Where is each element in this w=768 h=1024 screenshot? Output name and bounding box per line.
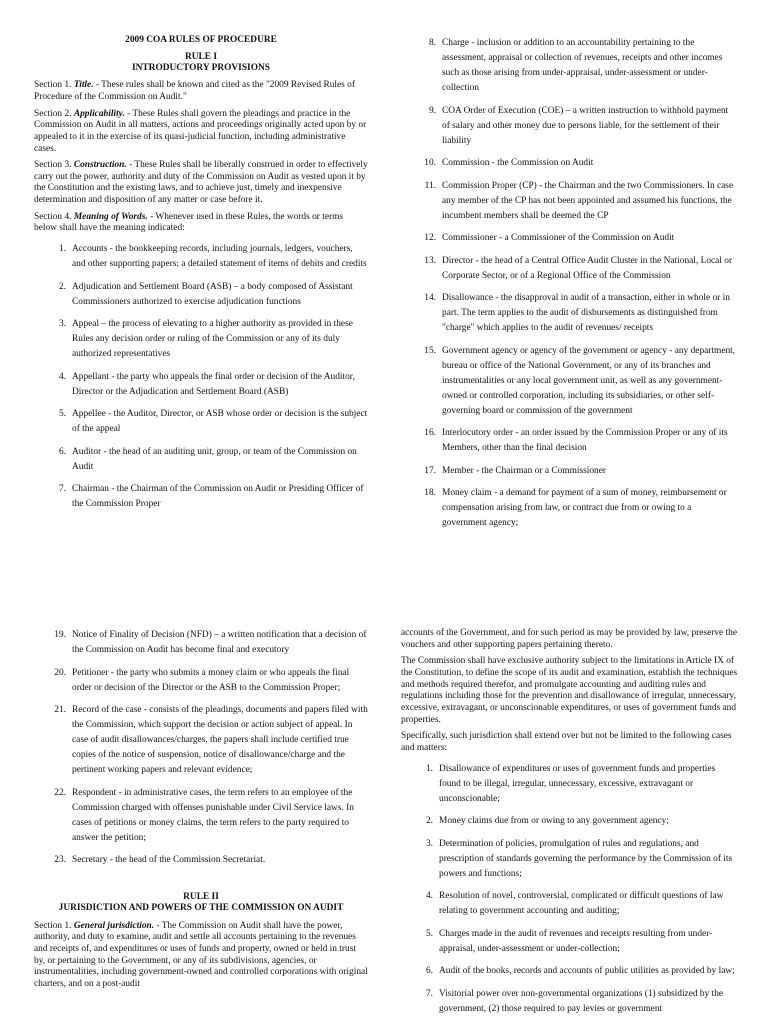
definition-item: 15. Government agency or agency of the government or agency - any department, bureau or office of the National Government, or any of its branches and instrumentalities or any local government unit, as well as any government-owned or controlled corporation, including its subsidiaries, or other self-governing board or commission of the government bbox=[424, 345, 736, 416]
rule-2-heading bbox=[34, 892, 368, 915]
definition-item: 19. Notice of Finality of Decision (NFD) – a written notification that a decision of the Commission on Audit has become final and executory bbox=[54, 630, 367, 655]
definitions-list-1-7 bbox=[34, 242, 368, 512]
rule-2-number: RULE II bbox=[183, 892, 219, 902]
section-3-construction: Section 3. Construction. - These Rules shall be liberally construed in order to effectively carry out the power, authority and duty of the Commission on Audit as vested upon it by the Constitution and the existing laws, and to achieve just, timely and inexpensive determination and disposition of any matter or case before it. bbox=[34, 160, 368, 206]
jurisdiction-item: 7. Visitorial power over non-governmental organizations (1) subsidized by the government, (2) those required to pay levies or government bbox=[425, 988, 724, 1014]
definition-item: 1. Accounts - the bookkeeping records, including journals, ledgers, vouchers, and other supporting papers; a detailed statement of items of debits and credits bbox=[58, 244, 367, 270]
definition-item: 2. Adjudication and Settlement Board (ASB) – a body composed of Assistant Commissioners authorized to exercise adjudication functions bbox=[58, 281, 353, 307]
jurisdiction-item: 1. Disallowance of expenditures or uses of government funds and properties found to be illegal, irregular, unnecessary, excessive, extravagant or unconscionable; bbox=[425, 763, 716, 804]
section-2-applicability: Section 2. Applicability. - These Rules shall govern the pleadings and practice in the Commission on Audit in all matters, actions and proceedings originally acted upon by or appealed to it in the exercise of its quasi-judicial function, including administrative cases. bbox=[34, 108, 367, 154]
document-title: 2009 COA RULES OF PROCEDURE bbox=[125, 35, 277, 45]
jurisdiction-item: 3. Determination of policies, promulgation of rules and regulations, and prescription of standards governing the performance by the Commission of its powers and functions; bbox=[425, 838, 733, 879]
definition-item: 3. Appeal – the process of elevating to a higher authority as provided in these Rules any decision order or ruling of the Commission or any of its duly authorized representatives bbox=[58, 319, 353, 360]
definition-item: 16. Interlocutory order - an order issued by the Commission Proper or any of its Members, other than the final decision bbox=[424, 428, 728, 453]
definition-item: 12. Commissioner - a Commissioner of the Commission on Audit bbox=[424, 233, 675, 243]
definition-item: 18. Money claim - a demand for payment of a sum of money, reimbursement or compensation arising from law, or contract due from or owing to a government agency; bbox=[424, 488, 727, 528]
definition-item: 14. Disallowance - the disapproval in audit of a transaction, either in whole or in part. The term applies to the audit of disbursements as distinguished from "charge" which applies to the audit of revenues/ receipts bbox=[424, 293, 730, 333]
page2-right-column bbox=[401, 628, 739, 1024]
page2-left-column bbox=[34, 628, 368, 996]
jurisdiction-item: 5. Charges made in the audit of revenues and receipts resulting from under-appraisal, under-assessment or under-collection; bbox=[425, 928, 713, 954]
jurisdiction-matters-list bbox=[401, 762, 739, 1017]
definition-item: 13. Director - the head of a Central Office Audit Cluster in the National, Local or Corporate Sector, or of a Regional Office of the Commission bbox=[424, 255, 733, 281]
rule-2-title: JURISDICTION AND POWERS OF THE COMMISSION ON AUDIT bbox=[58, 903, 344, 914]
definition-item: 11. Commission Proper (CP) - the Chairman and the two Commissioners. In case any member of the CP has not been appointed and assumed his functions, the incumbent members shall be deemed the CP bbox=[424, 180, 734, 221]
rule-2-section-1-general-jurisdiction: Section 1. General jurisdiction. - The Commission on Audit shall have the power, authority, and duty to examine, audit and settle all accounts pertaining to the revenues and receipts of, and expenditures or uses of funds and property, owned or held in trust by, or pertaining to the Government, or any of its subdivisions, agencies, or instrumentalities, including government-owned and controlled corporations with original charters, and on a post-audit bbox=[34, 920, 368, 989]
definition-item: 10. Commission - the Commission on Audit bbox=[424, 158, 594, 168]
definition-item: 21. Record of the case - consists of the pleadings, documents and papers filed with the Commission, which support the decision or action subject of appeal. In case of audit disallowances/charges, the papers shall include certified true copies of the notice of suspension, notice of disallowance/charge and the pertinent working papers and relevant evidence; bbox=[54, 705, 368, 775]
jurisdiction-item: 2. Money claims due from or owing to any government agency; bbox=[425, 816, 669, 827]
section-1-title: Section 1. Title. - These rules shall be known and cited as the "2009 Revised Rules of Procedure of the Commission on Audit." bbox=[34, 80, 355, 102]
definitions-list-8-18 bbox=[408, 36, 738, 531]
jurisdiction-item: 6. Audit of the books, records and accounts of public utilities as provided by law; bbox=[425, 966, 735, 977]
paragraph-preserve-vouchers: accounts of the Government, and for such period as may be provided by law, preserve the vouchers and other supporting papers pertaining thereto. bbox=[401, 628, 737, 650]
definition-item: 4. Appellant - the party who appeals the final order or decision of the Auditor, Director or the Adjudication and Settlement Board (ASB) bbox=[58, 371, 355, 397]
definition-item: 6. Auditor - the head of an auditing unit, group, or team of the Commission on Audit bbox=[58, 446, 357, 472]
paragraph-specifically: Specifically, such jurisdiction shall extend over but not be limited to the following cases and matters: bbox=[401, 731, 732, 753]
page1-right-column bbox=[408, 36, 738, 539]
definition-item: 7. Chairman - the Chairman of the Commission on Audit or Presiding Officer of the Commission Proper bbox=[58, 484, 364, 510]
paragraph-exclusive-authority: The Commission shall have exclusive authority subject to the limitations in Article IX of the Constitution, to define the scope of its audit and examination, establish the techniques and methods required therefor, and promulgate accounting and auditing rules and regulations including those for the prevention and disallowance of irregular, unnecessary, excessive, extravagant, or unconscionable expenditures, or uses of government funds and properties. bbox=[401, 656, 738, 725]
definition-item: 22. Respondent - in administrative cases, the term refers to an employee of the Commission charged with offenses punishable under Civil Service laws. In cases of petitions or money claims, the term refers to the party required to answer the petition; bbox=[54, 787, 354, 843]
definition-item: 17. Member - the Chairman or a Commissioner bbox=[424, 465, 607, 476]
definition-item: 8. Charge - inclusion or addition to an accountability pertaining to the assessment, appraisal or collection of revenues, receipts and other incomes such as those arising from under-appraisal, under-assessment or under-collection bbox=[428, 38, 723, 93]
definition-item: 5. Appellee - the Auditor, Director, or ASB whose order or decision is the subject of the appeal bbox=[58, 409, 368, 435]
jurisdiction-item: 4. Resolution of novel, controversial, complicated or difficult questions of law relating to government accounting and auditing; bbox=[425, 891, 724, 917]
definition-item: 23. Secretary - the head of the Commission Secretariat. bbox=[54, 855, 266, 865]
section-4-meaning-of-words: Section 4. Meaning of Words. - Whenever used in these Rules, the words or terms below shall have the meaning indicated: bbox=[34, 211, 344, 234]
rule-1-heading bbox=[34, 52, 368, 75]
rule-1-title: INTRODUCTORY PROVISIONS bbox=[132, 62, 270, 73]
definitions-list-19-23 bbox=[34, 628, 368, 868]
rule-1-number: RULE I bbox=[184, 51, 218, 62]
definition-item: 9. COA Order of Execution (COE) – a written instruction to withhold payment of salary and other money due to persons liable, for the settlement of their liability bbox=[428, 105, 729, 146]
page1-left-column bbox=[34, 35, 368, 520]
definition-item: 20. Petitioner - the party who submits a money claim or who appeals the final order or decision of the Director or the ASB to the Commission Proper; bbox=[54, 667, 350, 693]
